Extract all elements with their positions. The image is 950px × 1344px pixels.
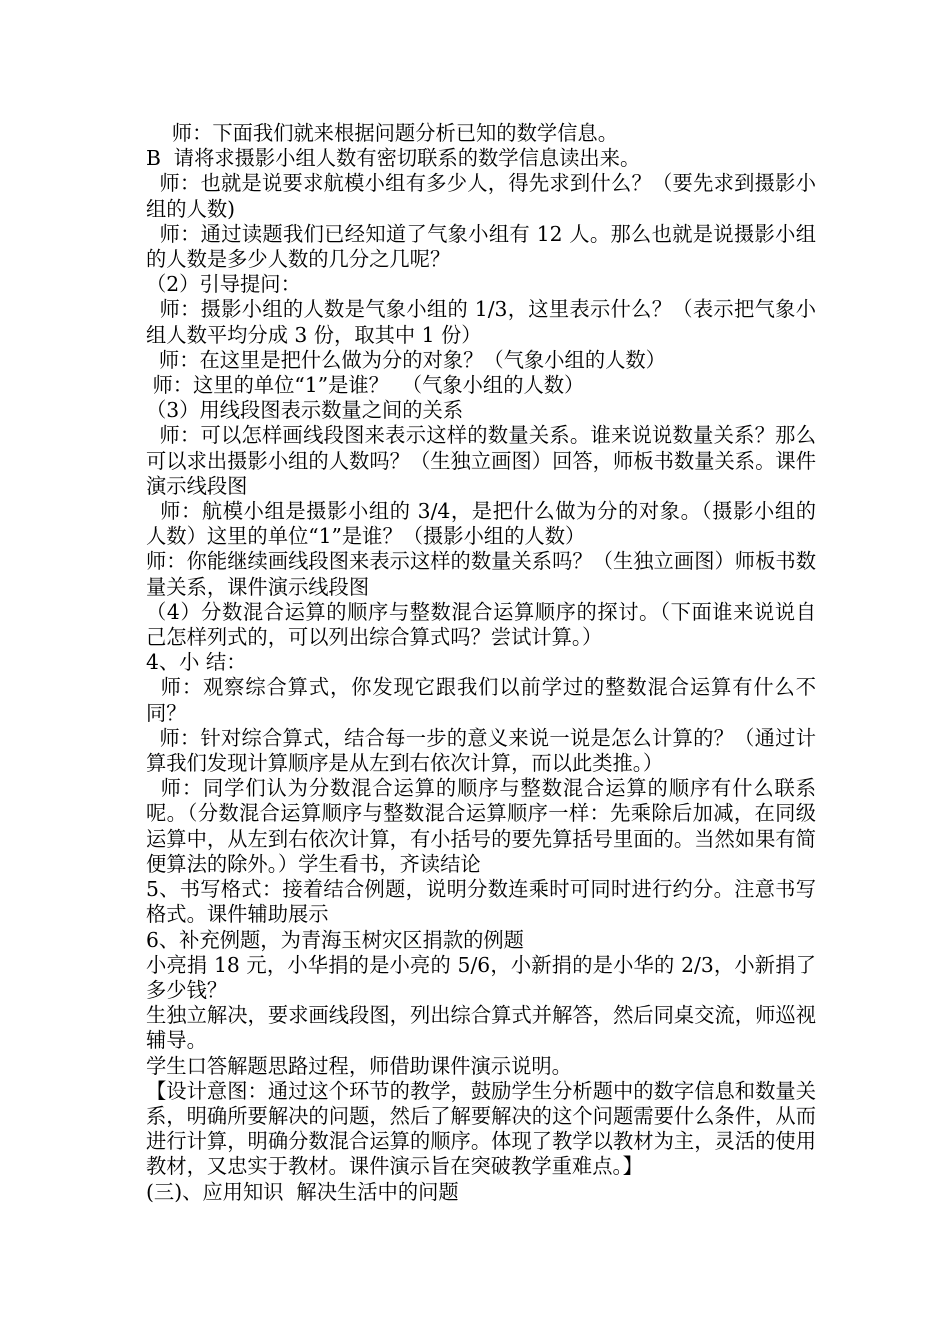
paragraph-three-quarters: 师：航模小组是摄影小组的 3/4，是把什么做为分的对象。（摄影小组的人数）这里的单位“1”是谁？（摄影小组的人数） xyxy=(146,499,816,549)
paragraph-order-relation: 师：同学们认为分数混合运算的顺序与整数混合运算的顺序有什么联系呢。（分数混合运算顺序与整数混合运算顺序一样：先乘除后加减，在同级运算中，从左到右依次计算，有小括号的要先算括号里面的。当然如果有简便算法的除外。）学生看书，齐读结论 xyxy=(146,776,816,876)
paragraph-weather-group: 师：通过读题我们已经知道了气象小组有 12 人。那么也就是说摄影小组的人数是多少人数的几分之几呢？ xyxy=(146,221,816,272)
heading-apply-knowledge: (三)、应用知识 解决生活中的问题 xyxy=(146,1179,459,1204)
heading-operation-order: （4）分数混合运算的顺序与整数混合运算顺序的探讨。（下面谁来说说自己怎样列式的，可以列出综合算式吗？尝试计算。） xyxy=(146,599,816,650)
heading-line-diagram: （3）用线段图表示数量之间的关系 xyxy=(146,398,464,423)
heading-guided-questions: （2）引导提问： xyxy=(146,272,301,297)
paragraph-observe-formula: 师：观察综合算式，你发现它跟我们以前学过的整数混合运算有什么不同？ xyxy=(146,675,816,725)
paragraph-intro-analysis: 师：下面我们就来根据问题分析已知的数学信息。 xyxy=(146,121,618,145)
heading-summary: 4、小 结： xyxy=(146,650,247,675)
paragraph-extra-example: 6、补充例题，为青海玉树灾区捐款的例题 xyxy=(146,927,524,952)
paragraph-donation-problem: 小亮捐 18 元，小华捐的是小亮的 5/6，小新捐的是小华的 2/3，小新捐了多少钱？ xyxy=(146,952,816,1002)
paragraph-independent-solve: 生独立解决，要求画线段图，列出综合算式并解答，然后同桌交流，师巡视辅导。 xyxy=(146,1003,816,1053)
paragraph-draw-diagram: 师：可以怎样画线段图来表示这样的数量关系。谁来说说数量关系？那么可以求出摄影小组的人数吗？（生独立画图）回答，师板书数量关系。课件演示线段图 xyxy=(146,423,816,498)
paragraph-b-read-info: B 请将求摄影小组人数有密切联系的数学信息读出来。 xyxy=(146,146,641,171)
paragraph-unit-one: 师：这里的单位“1”是谁？ （气象小组的人数） xyxy=(146,373,585,398)
paragraph-continue-diagram: 师：你能继续画线段图来表示这样的数量关系吗？（生独立画图）师板书数量关系，课件演示线段图 xyxy=(146,549,816,599)
paragraph-oral-answer: 学生口答解题思路过程，师借助课件演示说明。 xyxy=(146,1053,572,1078)
paragraph-divided-object: 师：在这里是把什么做为分的对象？（气象小组的人数） xyxy=(146,347,666,372)
paragraph-one-third: 师：摄影小组的人数是气象小组的 1/3，这里表示什么？（表示把气象小组人数平均分成 3 份，取其中 1 份） xyxy=(146,297,816,347)
paragraph-design-intent: 【设计意图：通过这个环节的教学，鼓励学生分析题中的数字信息和数量关系，明确所要解决的问题，然后了解要解决的这个问题需要什么条件，从而进行计算，明确分数混合运算的顺序。体现了教学以教材为主，灵活的使用教材，又忠实于教材。课件演示旨在突破教学重难点。】 xyxy=(146,1078,816,1179)
paragraph-writing-format: 5、书写格式：接着结合例题，说明分数连乘时可同时进行约分。注意书写格式。课件辅助展示 xyxy=(146,877,816,927)
document-body xyxy=(146,121,816,1205)
paragraph-question-model-group: 师：也就是说要求航模小组有多少人，得先求到什么？（要先求到摄影小组的人数) xyxy=(146,171,816,221)
paragraph-step-meaning: 师：针对综合算式，结合每一步的意义来说一说是怎么计算的？（通过计算我们发现计算顺序是从左到右依次计算，而以此类推。） xyxy=(146,725,816,776)
